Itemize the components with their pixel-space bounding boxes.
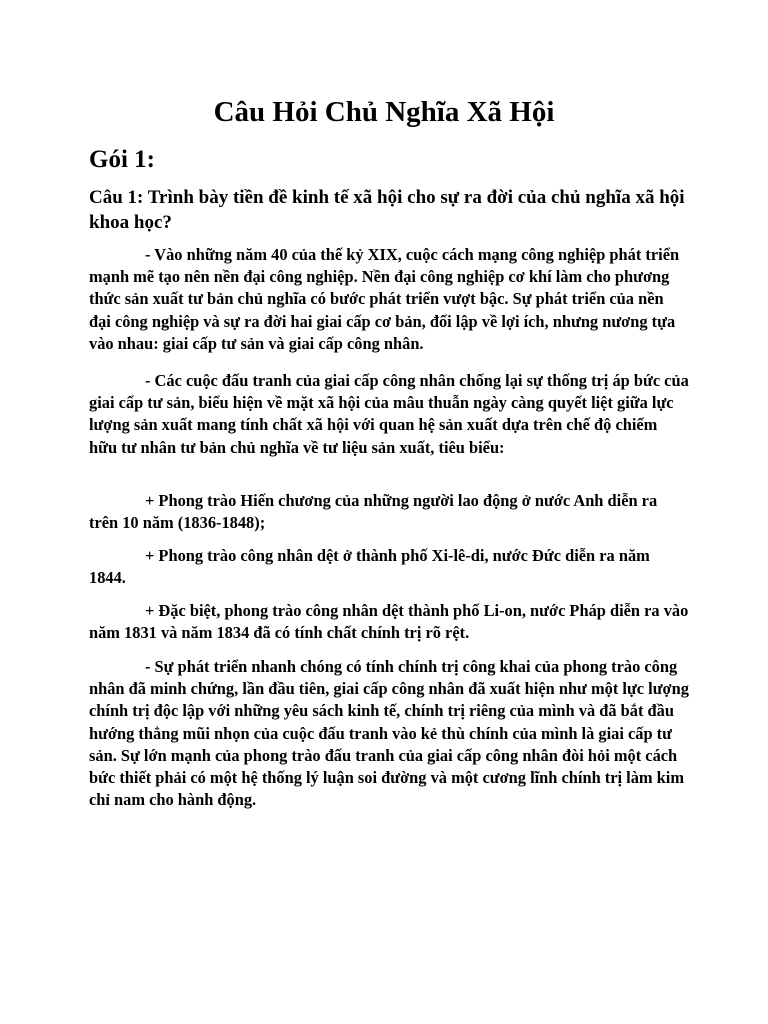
page-title: Câu Hỏi Chủ Nghĩa Xã Hội — [213, 96, 555, 128]
paragraph: - Sự phát triển nhanh chóng có tính chính trị công khai của phong trào công nhân đã minh chứng, lần đầu tiên, giai cấp công nhân đã xuất hiện như một lực lượng chính trị độc lập với những yêu sách kinh tế, chính trị riêng của mình và đã bắt đầu hướng thẳng mũi nhọn của cuộc đấu tranh vào kẻ thù chính của mình là giai cấp tư sản. Sự lớn mạnh của phong trào đấu tranh của giai cấp công nhân đòi hỏi một cách bức thiết phải có một hệ thống lý luận soi đường và một cương lĩnh chính trị làm kim chỉ nam cho hành động. — [89, 657, 689, 810]
bullet-paragraph: + Phong trào Hiến chương của những người lao động ở nước Anh diễn ra trên 10 năm (1836-1848); — [89, 491, 658, 533]
bullet-paragraph: + Phong trào công nhân dệt ở thành phố Xi-lê-di, nước Đức diễn ra năm 1844. — [89, 546, 650, 588]
paragraph: - Vào những năm 40 của thế kỷ XIX, cuộc cách mạng công nghiệp phát triển mạnh mẽ tạo nên nền đại công nghiệp. Nền đại công nghiệp cơ khí làm cho phương thức sản xuất tư bản chủ nghĩa có bước phát triển vượt bậc. Sự phát triển của nền đại công nghiệp và sự ra đời hai giai cấp cơ bản, đối lập về lợi ích, nhưng nương tựa vào nhau: giai cấp tư sản và giai cấp công nhân. — [89, 245, 680, 353]
paragraph: - Các cuộc đấu tranh của giai cấp công nhân chống lại sự thống trị áp bức của giai cấp tư sản, biểu hiện về mặt xã hội của mâu thuẫn ngày càng quyết liệt giữa lực lượng sản xuất mang tính chất xã hội với quan hệ sản xuất dựa trên chế độ chiếm hữu tư nhân tư bản chủ nghĩa về tư liệu sản xuất, tiêu biểu: — [89, 371, 689, 457]
section-heading: Gói 1: — [89, 146, 155, 173]
bullet-paragraph: + Đặc biệt, phong trào công nhân dệt thành phố Li-on, nước Pháp diễn ra vào năm 1831 và năm 1834 đã có tính chất chính trị rõ rệt. — [89, 601, 689, 643]
question-heading: Câu 1: Trình bày tiền đề kinh tế xã hội cho sự ra đời của chủ nghĩa xã hội khoa học? — [89, 187, 685, 233]
